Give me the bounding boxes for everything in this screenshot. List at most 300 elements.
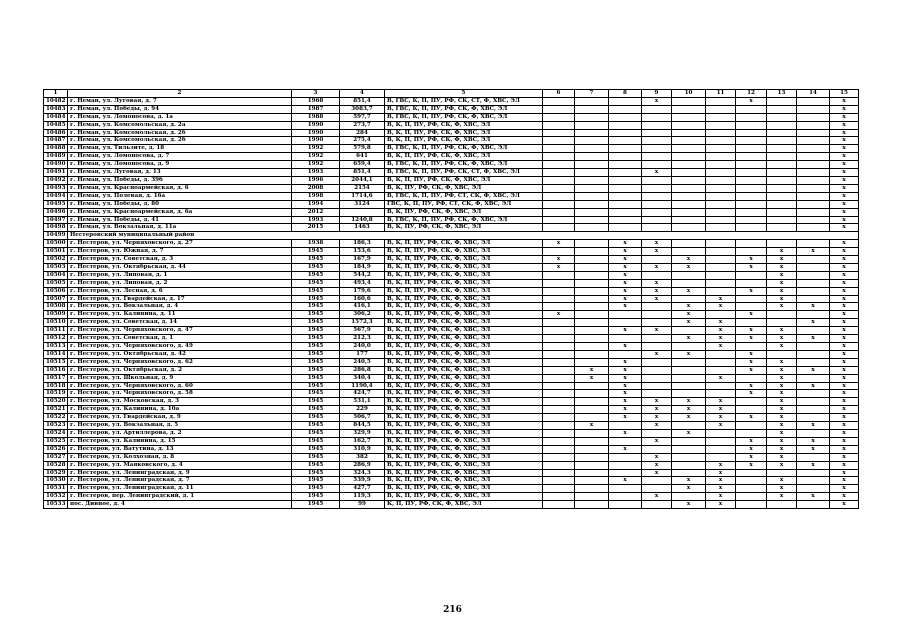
mark-cell: х xyxy=(830,216,859,224)
mark-cell xyxy=(642,137,672,145)
year-cell: 1996 xyxy=(292,176,340,184)
services-cell: В, К, П, ПУ, РФ, СК, Ф, ХВС, ЭЛ xyxy=(385,493,543,501)
mark-cell xyxy=(672,295,706,303)
row-number: 10516 xyxy=(44,366,68,374)
mark-cell xyxy=(797,469,830,477)
area-cell: 340,4 xyxy=(340,374,385,382)
mark-cell: х xyxy=(609,374,642,382)
mark-cell: х xyxy=(642,97,672,105)
year-cell: 1945 xyxy=(292,335,340,343)
mark-cell: х xyxy=(609,287,642,295)
mark-cell xyxy=(543,453,575,461)
address-cell: г. Неман, ул. Комсомольская, д. 2а xyxy=(68,121,292,129)
area-cell: 2154 xyxy=(340,184,385,192)
services-cell: В, К, П, ПУ, РФ, СК, Ф, ХВС, ЭЛ xyxy=(385,374,543,382)
row-number: 10483 xyxy=(44,105,68,113)
mark-cell: х xyxy=(609,263,642,271)
mark-cell xyxy=(767,224,797,232)
mark-cell xyxy=(642,161,672,169)
area-cell: 851,4 xyxy=(340,169,385,177)
area-cell: 3124 xyxy=(340,200,385,208)
area-cell: 179,6 xyxy=(340,287,385,295)
mark-cell xyxy=(767,311,797,319)
mark-cell xyxy=(706,240,736,248)
mark-cell xyxy=(609,105,642,113)
mark-cell xyxy=(609,137,642,145)
mark-cell: х xyxy=(830,256,859,264)
mark-cell xyxy=(736,129,767,137)
row-number: 10494 xyxy=(44,192,68,200)
address-cell: г. Нестеров, ул. Московская, д. 3 xyxy=(68,398,292,406)
mark-cell: х xyxy=(609,327,642,335)
mark-cell xyxy=(543,335,575,343)
mark-cell: х xyxy=(797,493,830,501)
row-number: 10504 xyxy=(44,271,68,279)
mark-cell xyxy=(609,453,642,461)
table-row xyxy=(44,414,859,422)
mark-cell xyxy=(736,113,767,121)
mark-cell: х xyxy=(736,358,767,366)
row-number: 10528 xyxy=(44,461,68,469)
row-number: 10517 xyxy=(44,374,68,382)
mark-cell: х xyxy=(736,445,767,453)
area-cell: 539,9 xyxy=(340,477,385,485)
mark-cell: х xyxy=(672,256,706,264)
mark-cell: х xyxy=(672,350,706,358)
table-row xyxy=(44,279,859,287)
mark-cell xyxy=(767,137,797,145)
mark-cell xyxy=(672,461,706,469)
mark-cell xyxy=(767,184,797,192)
area-cell: 493,4 xyxy=(340,279,385,287)
registry-body xyxy=(44,90,859,509)
column-number: 6 xyxy=(543,90,575,98)
row-number: 10500 xyxy=(44,240,68,248)
mark-cell xyxy=(672,279,706,287)
mark-cell xyxy=(797,208,830,216)
mark-cell xyxy=(767,97,797,105)
mark-cell xyxy=(797,176,830,184)
services-cell: В, К, П, ПУ, РФ, СК, Ф, ХВС, ЭЛ xyxy=(385,311,543,319)
address-cell: г. Нестеров, ул. Черняховского, д. 60 xyxy=(68,382,292,390)
mark-cell xyxy=(797,501,830,509)
mark-cell: х xyxy=(830,129,859,137)
mark-cell xyxy=(609,335,642,343)
services-cell: В, К, П, ПУ, РФ, СК, Ф, ХВС, ЭЛ xyxy=(385,390,543,398)
registry-table xyxy=(43,89,859,509)
mark-cell xyxy=(543,327,575,335)
table-row xyxy=(44,477,859,485)
mark-cell xyxy=(797,145,830,153)
mark-cell: х xyxy=(797,461,830,469)
mark-cell: х xyxy=(830,105,859,113)
mark-cell xyxy=(642,477,672,485)
year-cell: 1945 xyxy=(292,477,340,485)
mark-cell: х xyxy=(767,303,797,311)
mark-cell xyxy=(543,121,575,129)
services-cell: В, ГВС, К, П, ПУ, РФ, СК, СТ, Ф, ХВС, ЭЛ xyxy=(385,97,543,105)
mark-cell xyxy=(736,216,767,224)
mark-cell xyxy=(642,311,672,319)
address-cell: г. Неман, ул. Победы, д. 39б xyxy=(68,176,292,184)
year-cell: 1988 xyxy=(292,113,340,121)
mark-cell: х xyxy=(543,256,575,264)
mark-cell xyxy=(706,184,736,192)
mark-cell xyxy=(797,453,830,461)
mark-cell: х xyxy=(767,429,797,437)
year-cell: 1945 xyxy=(292,358,340,366)
mark-cell xyxy=(797,129,830,137)
mark-cell xyxy=(642,153,672,161)
mark-cell: х xyxy=(609,358,642,366)
table-row xyxy=(44,398,859,406)
mark-cell xyxy=(736,295,767,303)
table-row xyxy=(44,485,859,493)
mark-cell xyxy=(797,263,830,271)
address-cell: г. Нестеров, ул. Калинина, д. 11 xyxy=(68,311,292,319)
area-cell: 544,2 xyxy=(340,271,385,279)
mark-cell xyxy=(609,145,642,153)
row-number: 10530 xyxy=(44,477,68,485)
mark-cell: х xyxy=(575,366,609,374)
mark-cell: х xyxy=(609,279,642,287)
year-cell: 1990 xyxy=(292,137,340,145)
year-cell: 2008 xyxy=(292,184,340,192)
mark-cell xyxy=(543,105,575,113)
mark-cell: х xyxy=(767,437,797,445)
mark-cell xyxy=(797,429,830,437)
mark-cell xyxy=(575,414,609,422)
services-cell: В, К, П, ПУ, РФ, СК, Ф, ХВС, ЭЛ xyxy=(385,129,543,137)
mark-cell: х xyxy=(797,437,830,445)
mark-cell: х xyxy=(830,374,859,382)
table-row xyxy=(44,303,859,311)
column-number: 3 xyxy=(292,90,340,98)
services-cell: В, ГВС, К, П, ПУ, РФ, СК, Ф, ХВС, ЭЛ xyxy=(385,216,543,224)
mark-cell xyxy=(672,176,706,184)
table-row xyxy=(44,121,859,129)
mark-cell xyxy=(642,145,672,153)
row-number: 10501 xyxy=(44,248,68,256)
mark-cell xyxy=(609,493,642,501)
mark-cell xyxy=(575,176,609,184)
column-number: 14 xyxy=(797,90,830,98)
mark-cell xyxy=(736,406,767,414)
mark-cell xyxy=(543,129,575,137)
mark-cell xyxy=(609,437,642,445)
mark-cell: х xyxy=(609,477,642,485)
mark-cell xyxy=(543,469,575,477)
mark-cell: х xyxy=(736,453,767,461)
year-cell: 1992 xyxy=(292,161,340,169)
area-cell: 310,9 xyxy=(340,445,385,453)
mark-cell xyxy=(767,121,797,129)
mark-cell xyxy=(672,437,706,445)
mark-cell xyxy=(736,208,767,216)
row-number: 10515 xyxy=(44,358,68,366)
services-cell: В, К, П, ПУ, РФ, СК, Ф, ХВС, ЭЛ xyxy=(385,422,543,430)
mark-cell: х xyxy=(830,161,859,169)
address-cell: г. Нестеров, ул. Вокзальная, д. 4 xyxy=(68,303,292,311)
year-cell: 1945 xyxy=(292,311,340,319)
year-cell: 1945 xyxy=(292,437,340,445)
mark-cell xyxy=(672,113,706,121)
mark-cell xyxy=(797,343,830,351)
mark-cell xyxy=(736,279,767,287)
mark-cell xyxy=(797,390,830,398)
mark-cell: х xyxy=(830,169,859,177)
mark-cell: х xyxy=(642,240,672,248)
row-number: 10497 xyxy=(44,216,68,224)
mark-cell: х xyxy=(830,184,859,192)
mark-cell: х xyxy=(830,406,859,414)
area-cell: 3083,7 xyxy=(340,105,385,113)
table-row xyxy=(44,216,859,224)
year-cell: 1945 xyxy=(292,271,340,279)
mark-cell xyxy=(543,287,575,295)
table-row xyxy=(44,248,859,256)
address-cell: г. Нестеров, ул. Гвардейская, д. 17 xyxy=(68,295,292,303)
mark-cell: х xyxy=(797,335,830,343)
mark-cell: х xyxy=(767,398,797,406)
mark-cell xyxy=(575,311,609,319)
mark-cell: х xyxy=(706,501,736,509)
mark-cell: х xyxy=(797,248,830,256)
mark-cell: х xyxy=(830,192,859,200)
mark-cell: х xyxy=(736,311,767,319)
mark-cell xyxy=(609,311,642,319)
mark-cell: х xyxy=(706,327,736,335)
mark-cell: х xyxy=(642,263,672,271)
table-row xyxy=(44,192,859,200)
address-cell: г. Неман, ул. Тильзите, д. 18 xyxy=(68,145,292,153)
mark-cell xyxy=(706,271,736,279)
area-cell: 1190,4 xyxy=(340,382,385,390)
mark-cell xyxy=(609,350,642,358)
year-cell: 1945 xyxy=(292,287,340,295)
column-number: 15 xyxy=(830,90,859,98)
mark-cell: х xyxy=(767,453,797,461)
mark-cell: х xyxy=(736,335,767,343)
mark-cell xyxy=(672,374,706,382)
mark-cell: х xyxy=(830,271,859,279)
row-number: 10511 xyxy=(44,327,68,335)
mark-cell xyxy=(609,129,642,137)
mark-cell: х xyxy=(736,97,767,105)
mark-cell xyxy=(767,350,797,358)
table-row xyxy=(44,406,859,414)
mark-cell: х xyxy=(830,113,859,121)
mark-cell: х xyxy=(642,287,672,295)
mark-cell xyxy=(609,97,642,105)
column-number: 11 xyxy=(706,90,736,98)
mark-cell: х xyxy=(830,429,859,437)
mark-cell xyxy=(543,437,575,445)
mark-cell xyxy=(797,97,830,105)
year-cell: 1945 xyxy=(292,445,340,453)
services-cell: В, К, П, ПУ, РФ, СК, Ф, ХВС, ЭЛ xyxy=(385,319,543,327)
services-cell: В, К, П, ПУ, РФ, СК, Ф, ХВС, ЭЛ xyxy=(385,414,543,422)
mark-cell xyxy=(797,327,830,335)
year-cell: 2012 xyxy=(292,208,340,216)
mark-cell xyxy=(767,216,797,224)
mark-cell xyxy=(672,208,706,216)
address-cell: г. Нестеров, ул. Октябрьская, д. 42 xyxy=(68,350,292,358)
address-cell: г. Нестеров, ул. Маяковского, д. 4 xyxy=(68,461,292,469)
mark-cell: х xyxy=(767,327,797,335)
year-cell: 1994 xyxy=(292,200,340,208)
mark-cell: х xyxy=(642,350,672,358)
table-row xyxy=(44,240,859,248)
mark-cell xyxy=(672,358,706,366)
mark-cell xyxy=(575,437,609,445)
year-cell: 1945 xyxy=(292,501,340,509)
mark-cell xyxy=(543,248,575,256)
year-cell: 1945 xyxy=(292,303,340,311)
mark-cell xyxy=(642,184,672,192)
row-number: 10502 xyxy=(44,256,68,264)
area-cell: 240,0 xyxy=(340,343,385,351)
mark-cell xyxy=(736,493,767,501)
mark-cell xyxy=(642,113,672,121)
year-cell: 1945 xyxy=(292,279,340,287)
mark-cell xyxy=(575,216,609,224)
mark-cell xyxy=(575,137,609,145)
mark-cell xyxy=(672,240,706,248)
mark-cell xyxy=(575,200,609,208)
address-cell: г. Нестеров, ул. Артиллерова, д. 2 xyxy=(68,429,292,437)
row-number: 10527 xyxy=(44,453,68,461)
address-cell: г. Нестеров, ул. Южная, д. 7 xyxy=(68,248,292,256)
area-cell: 184,9 xyxy=(340,263,385,271)
mark-cell xyxy=(706,445,736,453)
table-row xyxy=(44,153,859,161)
mark-cell xyxy=(706,208,736,216)
mark-cell: х xyxy=(672,414,706,422)
mark-cell: х xyxy=(830,295,859,303)
row-number: 10531 xyxy=(44,485,68,493)
mark-cell xyxy=(609,469,642,477)
row-number: 10512 xyxy=(44,335,68,343)
mark-cell xyxy=(797,406,830,414)
mark-cell xyxy=(575,145,609,153)
address-cell: г. Нестеров, ул. Гвардейская, д. 9 xyxy=(68,414,292,422)
area-cell: 275,4 xyxy=(340,137,385,145)
address-cell: г. Нестеров, ул. Липовая, д. 2 xyxy=(68,279,292,287)
page-number: 216 xyxy=(443,605,462,615)
table-row xyxy=(44,256,859,264)
row-number: 10492 xyxy=(44,176,68,184)
mark-cell xyxy=(797,279,830,287)
mark-cell: х xyxy=(642,461,672,469)
year-cell: 1945 xyxy=(292,382,340,390)
mark-cell xyxy=(543,113,575,121)
mark-cell xyxy=(543,224,575,232)
mark-cell xyxy=(672,271,706,279)
address-cell: г. Неман, ул. Полевая, д. 16а xyxy=(68,192,292,200)
mark-cell xyxy=(736,485,767,493)
mark-cell: х xyxy=(575,422,609,430)
mark-cell: х xyxy=(767,335,797,343)
mark-cell: х xyxy=(830,335,859,343)
mark-cell xyxy=(736,248,767,256)
area-cell: 851,4 xyxy=(340,97,385,105)
table-row xyxy=(44,161,859,169)
address-cell: г. Нестеров, ул. Калинина, д. 10а xyxy=(68,406,292,414)
mark-cell: х xyxy=(830,358,859,366)
mark-cell xyxy=(642,374,672,382)
mark-cell xyxy=(642,129,672,137)
column-number: 13 xyxy=(767,90,797,98)
column-number: 12 xyxy=(736,90,767,98)
column-number: 4 xyxy=(340,90,385,98)
mark-cell xyxy=(642,192,672,200)
row-number: 10523 xyxy=(44,422,68,430)
table-row xyxy=(44,184,859,192)
address-cell: г. Нестеров, ул. Ленинградская, д. 11 xyxy=(68,485,292,493)
table-row xyxy=(44,374,859,382)
table-row xyxy=(44,493,859,501)
mark-cell: х xyxy=(830,414,859,422)
mark-cell: х xyxy=(797,303,830,311)
mark-cell xyxy=(797,105,830,113)
services-cell: В, К, П, ПУ, РФ, СК, Ф, ХВС, ЭЛ xyxy=(385,263,543,271)
mark-cell xyxy=(609,121,642,129)
mark-cell xyxy=(575,382,609,390)
mark-cell: х xyxy=(706,493,736,501)
year-cell: 1945 xyxy=(292,327,340,335)
mark-cell xyxy=(797,311,830,319)
address-cell: г. Нестеров, ул. Черняховского, д. 47 xyxy=(68,327,292,335)
services-cell: В, К, П, ПУ, РФ, СК, Ф, ХВС, ЭЛ xyxy=(385,240,543,248)
mark-cell xyxy=(609,184,642,192)
mark-cell xyxy=(575,501,609,509)
row-number: 10491 xyxy=(44,169,68,177)
mark-cell xyxy=(797,295,830,303)
area-cell: 284 xyxy=(340,129,385,137)
services-cell: В, К, П, ПУ, РФ, СК, Ф, ХВС, ЭЛ xyxy=(385,477,543,485)
mark-cell xyxy=(575,121,609,129)
year-cell: 1993 xyxy=(292,169,340,177)
mark-cell: х xyxy=(767,366,797,374)
address-cell: г. Нестеров, ул. Октябрьская, д. 2 xyxy=(68,366,292,374)
mark-cell xyxy=(736,184,767,192)
mark-cell xyxy=(543,303,575,311)
services-cell: В, К, П, ПУ, РФ, СК, Ф, ХВС, ЭЛ xyxy=(385,256,543,264)
mark-cell: х xyxy=(543,311,575,319)
mark-cell xyxy=(736,319,767,327)
address-cell: г. Нестеров, ул. Вокзальная, д. 5 xyxy=(68,422,292,430)
services-cell: В, К, П, ПУ, РФ, СК, Ф, ХВС, ЭЛ xyxy=(385,406,543,414)
mark-cell: х xyxy=(642,248,672,256)
mark-cell xyxy=(672,445,706,453)
mark-cell xyxy=(575,358,609,366)
mark-cell xyxy=(672,192,706,200)
mark-cell: х xyxy=(830,390,859,398)
mark-cell: х xyxy=(609,248,642,256)
table-row xyxy=(44,343,859,351)
mark-cell: х xyxy=(830,469,859,477)
services-cell: В, ГВС, К, П, ПУ, РФ, СК, Ф, ХВС, ЭЛ xyxy=(385,105,543,113)
mark-cell xyxy=(609,169,642,177)
mark-cell: х xyxy=(672,303,706,311)
services-cell: В, К, П, ПУ, РФ, СК, Ф, ХВС, ЭЛ xyxy=(385,398,543,406)
mark-cell xyxy=(672,137,706,145)
mark-cell xyxy=(706,145,736,153)
area-cell: 579,8 xyxy=(340,145,385,153)
mark-cell: х xyxy=(706,343,736,351)
mark-cell: х xyxy=(672,501,706,509)
